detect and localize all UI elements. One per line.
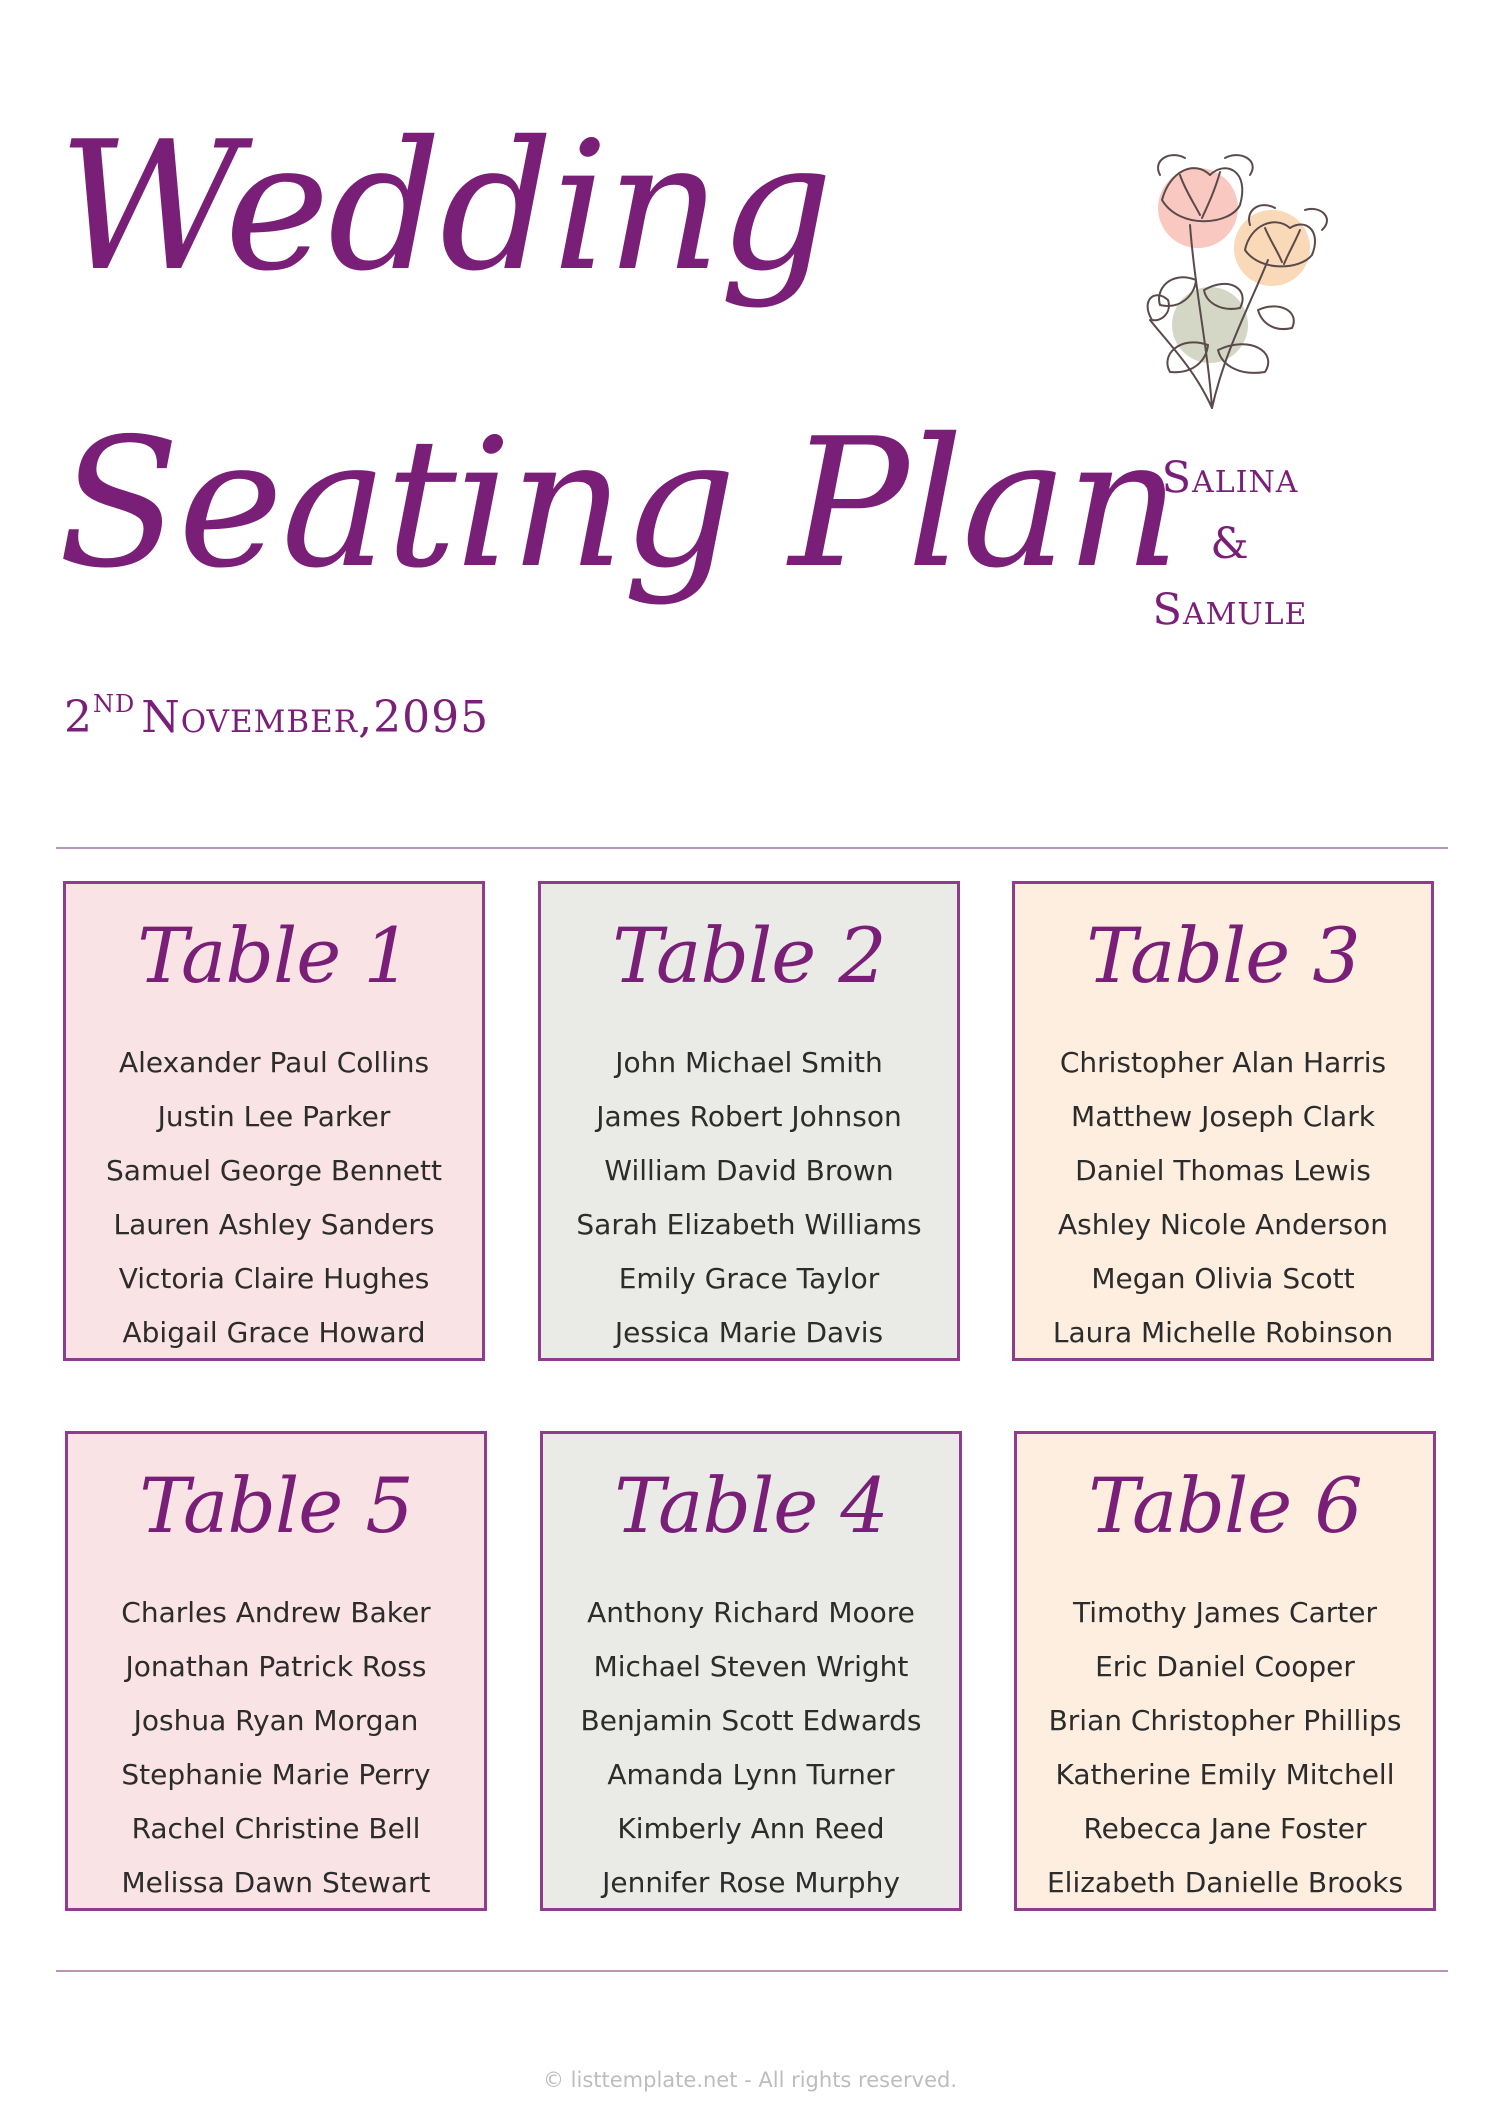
table-card [1014,1431,1436,1911]
flower-bouquet-icon [1100,130,1360,420]
guest-name: Jonathan Patrick Ross [125,1650,427,1683]
guest-name: Laura Michelle Robinson [1052,1316,1394,1349]
guest-name: Justin Lee Parker [157,1100,391,1133]
guest-list [543,1586,959,1910]
guest-name: Emily Grace Taylor [618,1262,880,1295]
guest-name: Christopher Alan Harris [1059,1046,1387,1079]
table-title: Table 6 [1088,1461,1362,1550]
table-title: Table 2 [612,911,886,1000]
guest-list [1017,1586,1433,1910]
date-day: 2 [64,692,93,743]
guest-name: Lauren Ashley Sanders [113,1208,435,1241]
guest-name: Abigail Grace Howard [122,1316,426,1349]
guest-name: Rebecca Jane Foster [1083,1812,1367,1845]
guest-name: Amanda Lynn Turner [607,1758,895,1791]
guest-name: William David Brown [604,1154,894,1187]
guest-name: Brian Christopher Phillips [1048,1704,1402,1737]
guest-name: Katherine Emily Mitchell [1055,1758,1395,1791]
date-month-year: November,2095 [141,692,490,743]
page-title-line-1: Wedding [58,103,832,310]
table-title: Table 3 [1086,911,1360,1000]
guest-name: Victoria Claire Hughes [118,1262,430,1295]
couple-names [1100,445,1360,643]
wedding-date [64,690,489,743]
guest-name: James Robert Johnson [596,1100,902,1133]
guest-name: Melissa Dawn Stewart [121,1866,431,1899]
guest-list [66,1036,482,1360]
guest-name: Sarah Elizabeth Williams [576,1208,922,1241]
guest-name: Stephanie Marie Perry [121,1758,431,1791]
table-title: Table 5 [139,1461,413,1550]
guest-name: John Michael Smith [615,1046,883,1079]
guest-list [1015,1036,1431,1360]
table-card [538,881,960,1361]
guest-name: Anthony Richard Moore [587,1596,915,1629]
date-suffix: ND [93,690,136,718]
table-card [63,881,485,1361]
table-title: Table 4 [614,1461,888,1550]
guest-name: Timothy James Carter [1073,1596,1377,1629]
guest-list [541,1036,957,1360]
guest-name: Rachel Christine Bell [131,1812,421,1845]
divider-top [56,847,1448,849]
ampersand: & [1210,519,1250,569]
guest-name: Megan Olivia Scott [1091,1262,1355,1295]
guest-name: Kimberly Ann Reed [617,1812,885,1845]
guest-name: Joshua Ryan Morgan [133,1704,419,1737]
guest-name: Samuel George Bennett [106,1154,442,1187]
table-card [540,1431,962,1911]
guest-name: Eric Daniel Cooper [1095,1650,1355,1683]
table-card [1012,881,1434,1361]
copyright-footer: © listtemplate.net - All rights reserved. [543,2068,957,2092]
guest-name: Jennifer Rose Murphy [602,1866,900,1899]
guest-name: Jessica Marie Davis [614,1316,884,1349]
guest-name: Charles Andrew Baker [121,1596,431,1629]
partner-name-2: Samule [1152,585,1308,635]
guest-name: Ashley Nicole Anderson [1058,1208,1388,1241]
guest-name: Benjamin Scott Edwards [580,1704,922,1737]
page-title-line-2: Seating Plan [58,400,1179,607]
table-card [65,1431,487,1911]
divider-bottom [56,1970,1448,1972]
guest-list [68,1586,484,1910]
guest-name: Elizabeth Danielle Brooks [1046,1866,1404,1899]
guest-name: Matthew Joseph Clark [1071,1100,1375,1133]
partner-name-1: Salina [1161,453,1299,503]
table-title: Table 1 [137,911,411,1000]
guest-name: Michael Steven Wright [593,1650,909,1683]
guest-name: Daniel Thomas Lewis [1075,1154,1371,1187]
guest-name: Alexander Paul Collins [118,1046,430,1079]
